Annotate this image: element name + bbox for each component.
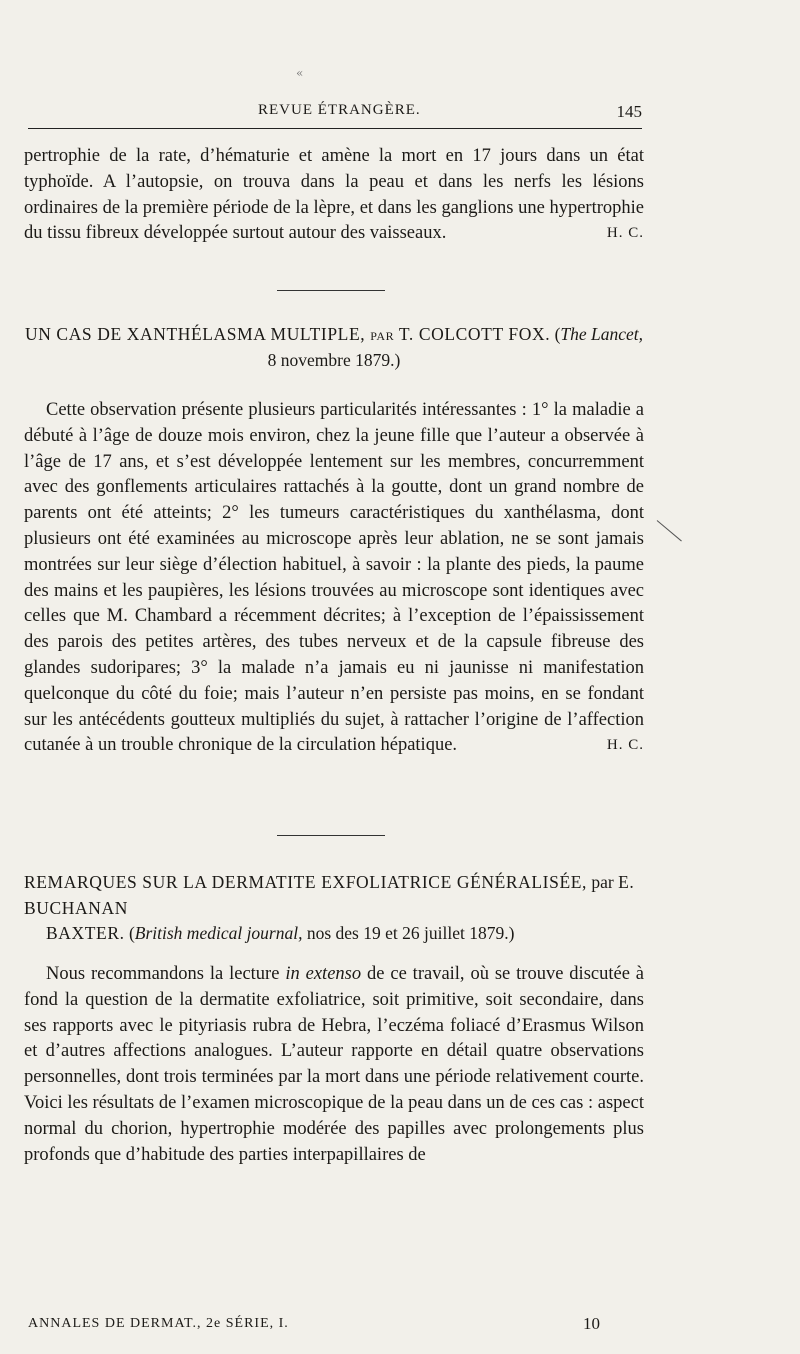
stray-mark: « xyxy=(296,66,304,80)
signature: H. C. xyxy=(606,225,644,242)
signature: H. C. xyxy=(606,737,644,754)
heading-date: 8 novembre 1879.) xyxy=(267,349,401,370)
paragraph-continuation xyxy=(24,144,644,247)
footer-journal: ANNALES DE DERMAT., 2e SÉRIE, I. xyxy=(28,1316,289,1331)
header-rule xyxy=(28,128,642,129)
heading-title: REMARQUES SUR LA DERMATITE EXFOLIATRICE GÉNÉRALISÉE, xyxy=(24,872,588,892)
paragraph-text: Cette observation présente plusieurs particularités intéressantes : 1° la maladie a débuté à l’âge de douze mois environ, chez la jeune fille que l’auteur a observée à l’âge de 17 ans, et s’est développée lentement sur les membres, concurremment avec des gonflements articulaires rattachés à la goutte, dont un grand nombre de parents ont été atteints; 2° les tumeurs caractéristiques du xanthélasma, dont plusieurs ont été examinées au microscope après leur ablation, ne se sont jamais montrées sur leur siège d’élection habituel, à savoir : la plante des pieds, la paume des mains et les paupières, les lésions trouvées au microscope sont identiques avec celles que M. Chambard a récemment décrites; à l’exception de l’épaississement des parois des petites artères, des tubes nerveux et de la capsule fibreuse des glandes sudoripares; 3° la malade n’a jamais eu ni jaunisse ni manifestation quelconque du côté du foie; mais l’auteur n’en persiste pas moins, en se fondant sur les antécédents goutteux multipliés du sujet, à rattacher l’origine de l’affection cutanée à un trouble chronique de la circulation hépatique. xyxy=(24,400,644,756)
heading-par: par xyxy=(591,872,614,892)
separator-rule xyxy=(277,290,385,291)
paragraph-text: Nous recommandons la lecture xyxy=(46,964,280,984)
running-title: REVUE ÉTRANGÈRE. xyxy=(258,102,421,118)
article-body-xanthelasma xyxy=(24,398,644,759)
paragraph-text: pertrophie de la rate, d’hématurie et amène la mort en 17 jours dans un état typhoïde. A l’autopsie, on trouva dans la peau et dans les nerfs les lésions ordinaires de la première période de la lèpre, et dans les ganglions une hypertrophie du tissu fibreux développée surtout autour des vaisseaux. xyxy=(24,146,644,244)
heading-author-cont: BAXTER. xyxy=(46,923,125,943)
heading-journal: British medical journal, xyxy=(134,923,303,943)
heading-author: E. BUCHANAN xyxy=(24,872,635,918)
signature-number: 10 xyxy=(583,1314,600,1333)
paragraph-text-cont: de ce travail, où se trouve discutée à fond la question de la dermatite exfoliatrice, soit primitive, soit secondaire, dans ses rapports avec le pityriasis rubra de Hebra, l’eczéma foliacé d’Erasmus Wilson et d’autres affections analogues. L’auteur rapporte en détail quatre observations personnelles, dont trois terminées par la mort dans une période relativement courte. Voici les résultats de l’examen microscopique de la peau dans un de ces cas : aspect normal du chorion, hypertrophie modérée des papilles avec prolongements plus profonds que d’habitude des parties interpapillaires de xyxy=(24,964,645,1165)
article-heading-xanthelasma: UN CAS DE XANTHÉLASMA MULTIPLE, par T. COLCOTT FOX. (The Lancet, 8 novembre 1879.) xyxy=(24,324,644,370)
heading-title: UN CAS DE XANTHÉLASMA MULTIPLE, par T. COLCOTT FOX. xyxy=(24,324,551,344)
heading-issue: nos des 19 et 26 juillet 1879.) xyxy=(306,923,515,943)
separator-rule xyxy=(277,835,385,836)
article-heading-dermatite: REMARQUES SUR LA DERMATITE EXFOLIATRICE GÉNÉRALISÉE, par E. BUCHANAN BAXTER. (British medical journal, nos des 19 et 26 juillet 1879.) xyxy=(24,872,635,943)
heading-journal: The Lancet, xyxy=(560,324,644,344)
article-body-dermatite xyxy=(24,962,644,1168)
page-number: 145 xyxy=(616,102,642,121)
pen-stroke xyxy=(657,520,682,541)
paragraph-italic: in extenso xyxy=(285,964,362,984)
page-footer xyxy=(28,1316,642,1332)
running-header xyxy=(28,98,642,124)
